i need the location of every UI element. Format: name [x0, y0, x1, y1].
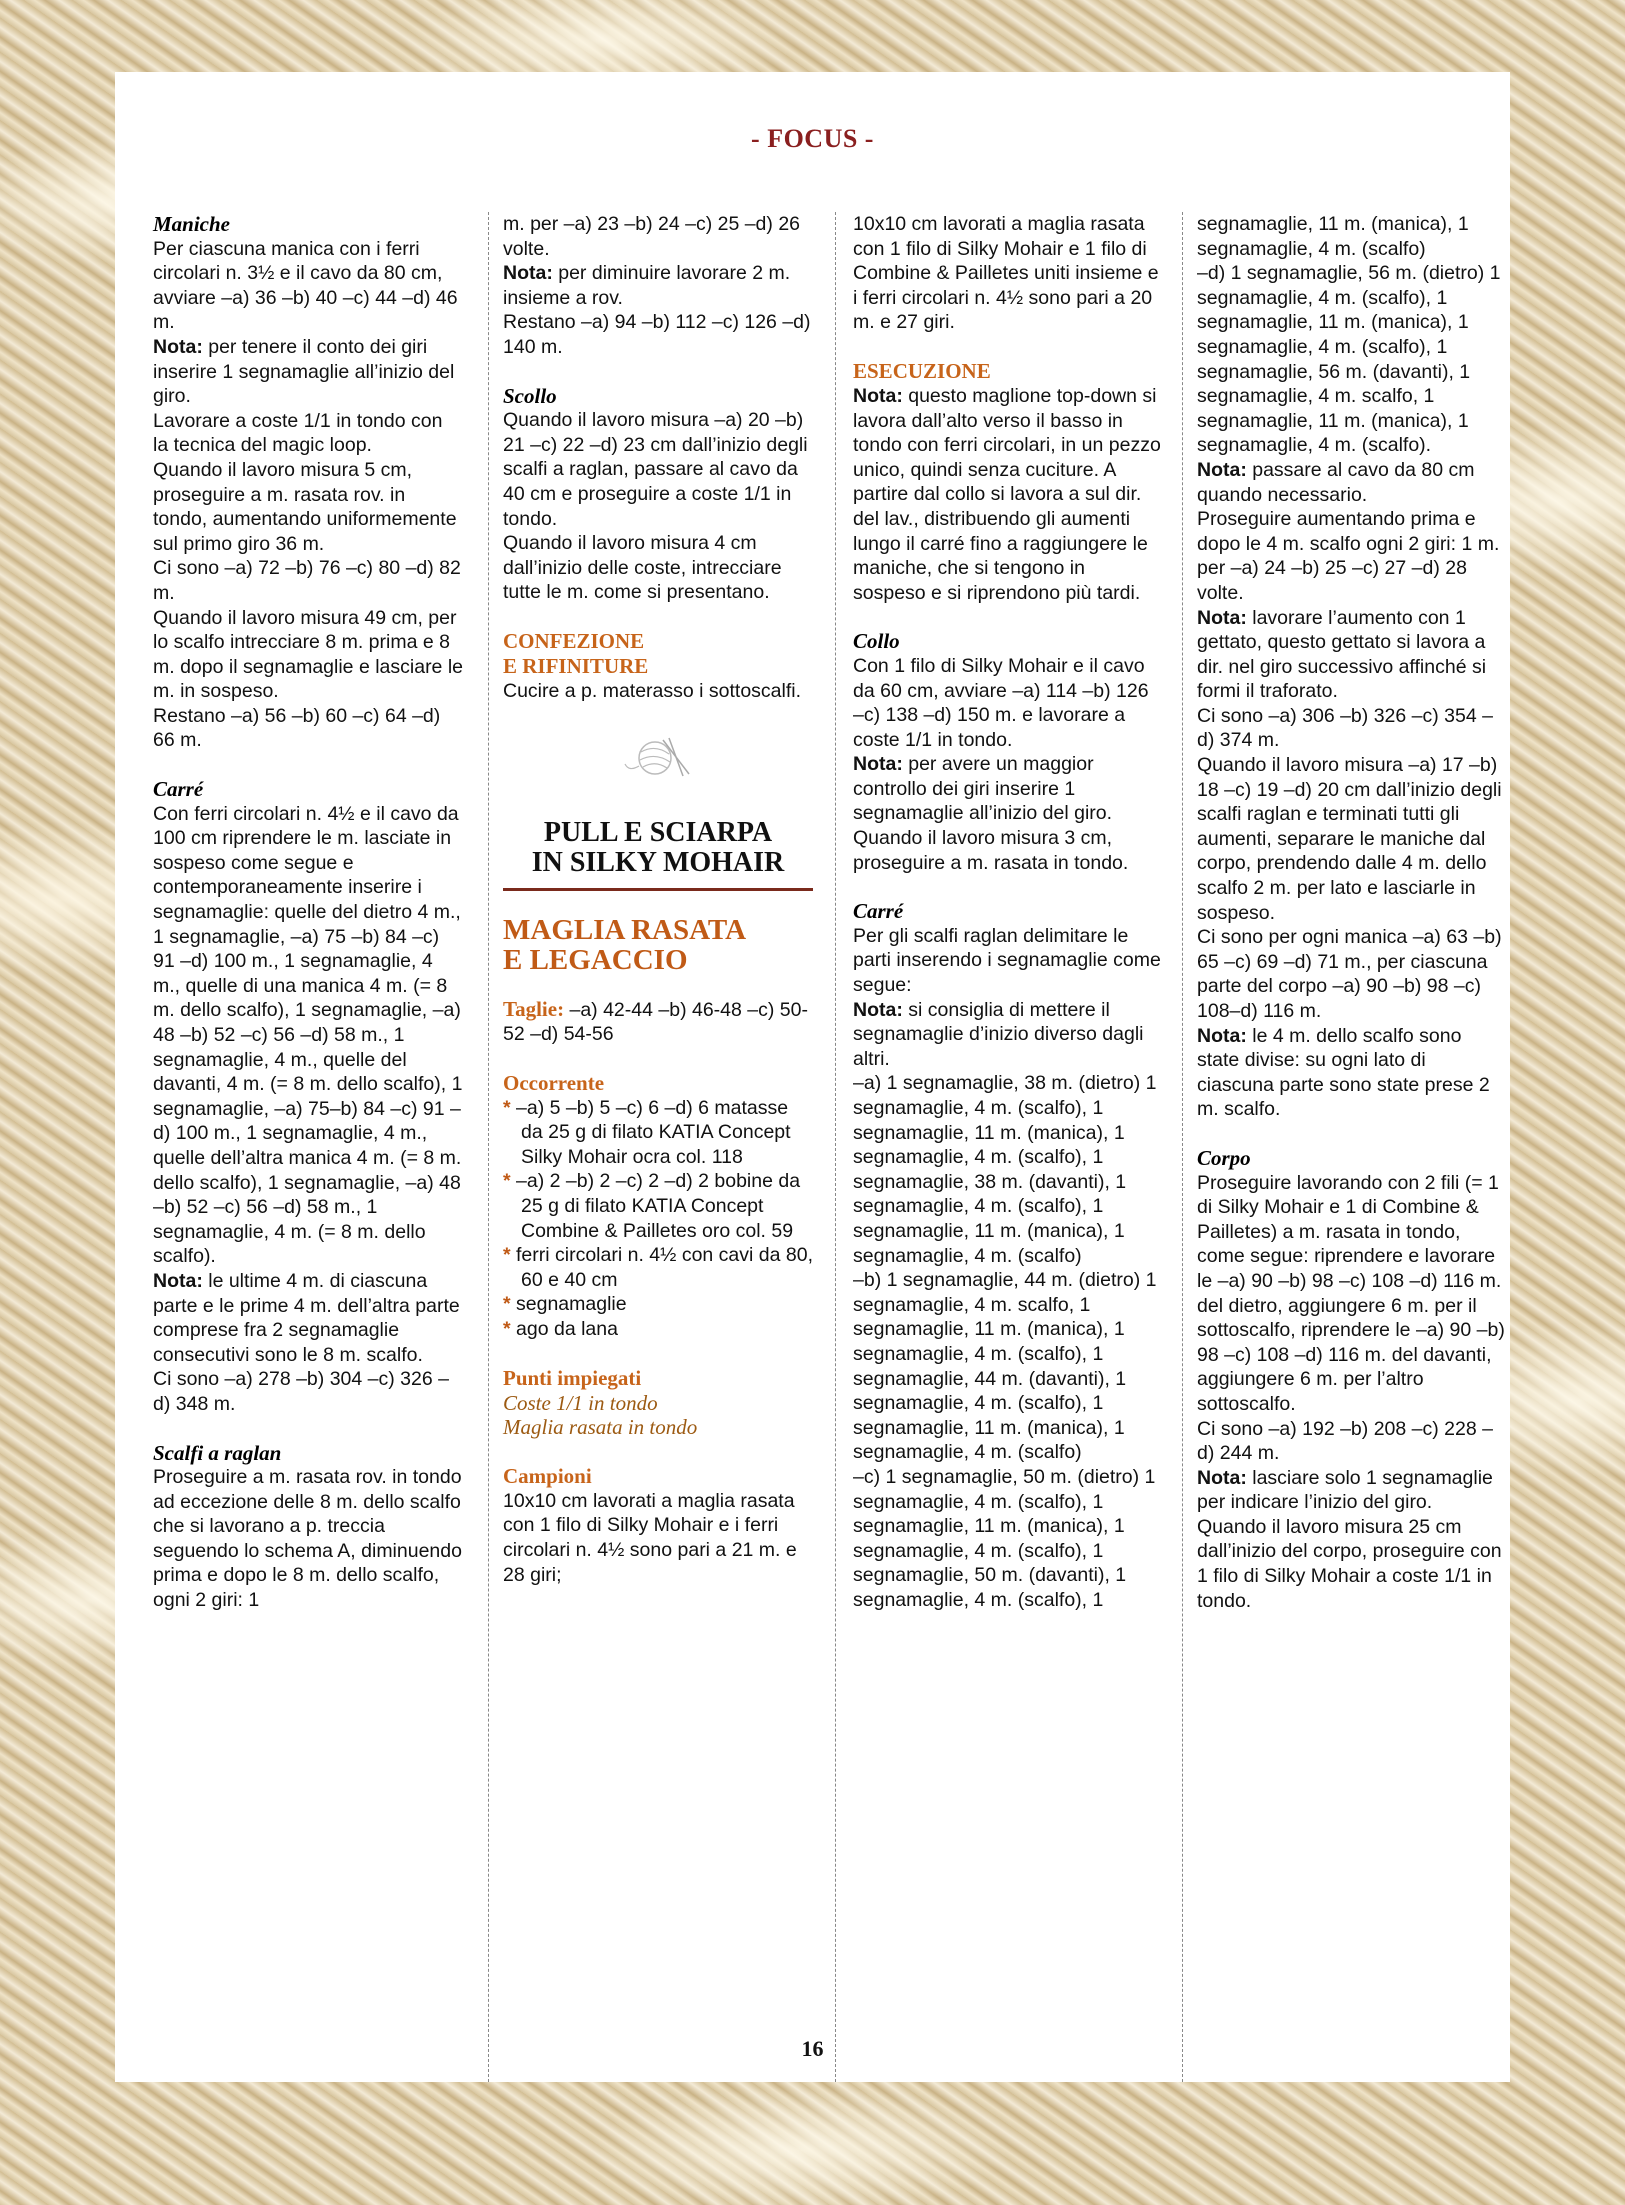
materials-item: [503, 1243, 813, 1292]
column-divider: [835, 212, 836, 2082]
body-paragraph: Quando il lavoro misura 5 cm, proseguire a m. rasata rov. in tondo, aumentando uniformemente sul primo giro 36 m.: [153, 458, 457, 555]
materials-item: [503, 1317, 813, 1342]
body-paragraph: –c) 1 segnamaglie, 50 m. (dietro) 1 segnamaglie, 4 m. (scalfo), 1 segnamaglie, 11 m. (manica), 1 segnamaglie, 4 m. (scalfo), 1 segnamaglie, 50 m. (davanti), 1 segnamaglie, 4 m. (scalfo), 1: [853, 1465, 1156, 1611]
subsection-heading: Carré: [853, 899, 904, 924]
stitch-title: [503, 915, 813, 975]
body-paragraph: Per gli scalfi raglan delimitare le parti inserendo i segnamaglie come segue:: [853, 924, 1161, 997]
stitch-name: Coste 1/1 in tondo: [503, 1390, 658, 1415]
section-heading: Campioni: [503, 1463, 592, 1488]
note-label: Nota:: [853, 753, 903, 776]
body-paragraph: –b) 1 segnamaglie, 44 m. (dietro) 1 segnamaglie, 4 m. scalfo, 1 segnamaglie, 11 m. (manica), 1 segnamaglie, 4 m. (scalfo), 1 segnamaglie, 44 m. (davanti), 1 segnamaglie, 4 m. (scalfo), 1 segnamaglie, 11 m. (manica), 1 segnamaglie, 4 m. (scalfo): [853, 1269, 1157, 1464]
note-paragraph: [853, 998, 1163, 1072]
section-heading: E RIFINITURE: [503, 653, 649, 678]
body-paragraph: Ci sono –a) 306 –b) 326 –c) 354 –d) 374 m.: [1197, 704, 1493, 752]
materials-item: [503, 1169, 813, 1243]
body-paragraph: Quando il lavoro misura 4 cm dall’inizio delle coste, intrecciare tutte le m. come si presentano.: [503, 532, 782, 604]
stitch-title-line: MAGLIA RASATA: [503, 913, 747, 946]
note-label: Nota:: [1197, 1024, 1247, 1047]
body-paragraph: Quando il lavoro misura –a) 17 –b) 18 –c) 19 –d) 20 cm dall’inizio degli scalfi raglan e terminati tutti gli aumenti, separare le maniche dal corpo, prendendo dalle 4 m. dello scalfo 2 m. per lato e lasciarle in sospeso.: [1197, 754, 1502, 924]
spacer: [503, 1440, 813, 1464]
body-paragraph: Restano –a) 94 –b) 112 –c) 126 –d) 140 m.: [503, 311, 811, 358]
spacer: [853, 875, 1163, 899]
body-paragraph: Per ciascuna manica con i ferri circolari n. 3½ e il cavo da 80 cm, avviare –a) 36 –b) 40 –c) 44 –d) 46 m.: [153, 237, 458, 334]
note-text: le ultime 4 m. di ciascuna parte e le prime 4 m. dell’altra parte comprese fra 2 segnamaglie consecutivi sono le 8 m. scalfo.: [153, 1269, 460, 1366]
note-paragraph: [1197, 1466, 1507, 1515]
spacer: [853, 335, 1163, 359]
materials-text: segnamaglie: [516, 1293, 627, 1316]
body-paragraph: Ci sono –a) 192 –b) 208 –c) 228 –d) 244 m.: [1197, 1417, 1493, 1465]
page-number: 16: [801, 2036, 824, 2061]
body-paragraph: –d) 1 segnamaglie, 56 m. (dietro) 1 segnamaglie, 4 m. (scalfo), 1 segnamaglie, 11 m. (manica), 1 segnamaglie, 4 m. (scalfo), 1 segnamaglie, 56 m. (davanti), 1 segnamaglie, 4 m. scalfo, 1 segnamaglie, 11 m. (manica), 1 segnamaglie, 4 m. (scalfo).: [1197, 262, 1501, 457]
subsection-heading: Scalfi a raglan: [153, 1440, 282, 1465]
materials-item: [503, 1292, 813, 1317]
body-paragraph: Quando il lavoro misura 3 cm, proseguire a m. rasata in tondo.: [853, 827, 1129, 874]
column-2: [503, 212, 813, 1587]
note-text: lavorare l’aumento con 1 gettato, questo gettato si lavora a dir. nel giro successivo affinché si formi il traforato.: [1197, 606, 1487, 703]
body-paragraph: Proseguire a m. rasata rov. in tondo ad eccezione delle 8 m. dello scalfo che si lavorano a p. treccia seguendo lo schema A, diminuendo prima e dopo le 8 m. dello scalfo, ogni 2 giri: 1: [153, 1466, 462, 1612]
body-paragraph: –a) 1 segnamaglie, 38 m. (dietro) 1 segnamaglie, 4 m. (scalfo), 1 segnamaglie, 11 m. (manica), 1 segnamaglie, 4 m. (scalfo), 1 segnamaglie, 38 m. (davanti), 1 segnamaglie, 4 m. (scalfo), 1 segnamaglie, 11 m. (manica), 1 segnamaglie, 4 m. (scalfo): [853, 1072, 1157, 1267]
note-text: le 4 m. dello scalfo sono state divise: su ogni lato di ciascuna parte sono state prese 2 m. scalfo.: [1197, 1024, 1490, 1121]
subsection-heading: Collo: [853, 629, 900, 654]
section-heading: ESECUZIONE: [853, 358, 991, 383]
spacer: [503, 1342, 813, 1366]
column-3: [853, 212, 1163, 1612]
section-heading: CONFEZIONE: [503, 628, 645, 653]
materials-item: [503, 1096, 813, 1170]
sizes-label: Taglie:: [503, 996, 565, 1021]
spacer: [153, 1417, 463, 1441]
note-label: Nota:: [1197, 606, 1247, 629]
note-paragraph: [1197, 458, 1507, 507]
note-paragraph: [1197, 606, 1507, 704]
column-4: [1197, 212, 1507, 1613]
note-text: per avere un maggior controllo dei giri inserire 1 segnamaglie all’inizio del giro.: [853, 753, 1113, 825]
sizes-line: [503, 997, 813, 1047]
body-paragraph: segnamaglie, 11 m. (manica), 1 segnamaglie, 4 m. (scalfo): [1197, 213, 1469, 260]
note-text: si consiglia di mettere il segnamaglie d’inizio diverso dagli altri.: [853, 998, 1144, 1070]
note-label: Nota:: [1197, 1466, 1247, 1489]
body-paragraph: Proseguire aumentando prima e dopo le 4 m. scalfo ogni 2 giri: 1 m. per –a) 24 –b) 25 –c) 27 –d) 28 volte.: [1197, 508, 1500, 604]
yarn-ball-icon: [623, 734, 693, 778]
column-2-top: [503, 212, 813, 704]
column-2-bottom: [503, 997, 813, 1588]
body-paragraph: Quando il lavoro misura –a) 20 –b) 21 –c) 22 –d) 23 cm dall’inizio degli scalfi a raglan, passare al cavo da 40 cm e proseguire a coste 1/1 in tondo.: [503, 409, 808, 530]
body-paragraph: Cucire a p. materasso i sottoscalfi.: [503, 679, 802, 702]
note-label: Nota:: [1197, 458, 1247, 481]
subsection-heading: Carré: [153, 777, 204, 802]
bullet-star-icon: *: [503, 1170, 517, 1193]
spacer: [1197, 1122, 1507, 1146]
note-label: Nota:: [153, 1269, 203, 1292]
note-paragraph: [503, 261, 813, 310]
section-heading: Occorrente: [503, 1070, 605, 1095]
note-paragraph: [153, 1269, 463, 1367]
magazine-page: [115, 72, 1510, 2082]
pattern-title-line: PULL E SCIARPA: [543, 816, 773, 848]
subsection-heading: Corpo: [1197, 1145, 1251, 1170]
body-paragraph: Quando il lavoro misura 49 cm, per lo scalfo intrecciare 8 m. prima e 8 m. dopo il segnamaglie e lasciare le m. in sospeso.: [153, 606, 464, 703]
column-1: [153, 212, 463, 1613]
body-paragraph: Quando il lavoro misura 25 cm dall’inizio del corpo, proseguire con 1 filo di Silky Mohair a coste 1/1 in tondo.: [1197, 1515, 1502, 1612]
spacer: [503, 605, 813, 629]
bullet-star-icon: *: [503, 1293, 517, 1316]
body-paragraph: 10x10 cm lavorati a maglia rasata con 1 filo di Silky Mohair e 1 filo di Combine & Pailletes uniti insieme e i ferri circolari n. 4½ sono pari a 20 m. e 27 giri.: [853, 213, 1159, 334]
stitch-name: Maglia rasata in tondo: [503, 1415, 698, 1440]
pattern-title-line: IN SILKY MOHAIR: [531, 846, 785, 878]
body-paragraph: Lavorare a coste 1/1 in tondo con la tecnica del magic loop.: [153, 409, 443, 457]
note-text: questo maglione top-down si lavora dall’alto verso il basso in tondo con ferri circolari, in un pezzo unico, quindi senza cuciture. A partire dal collo si lavora a sul dir. del lav., distribuendo gli aumenti lungo il carré fino a raggiungere le maniche, che si tengono in sospeso e si riprendono più tardi.: [853, 384, 1161, 604]
note-text: lasciare solo 1 segnamaglie per indicare l’inizio del giro.: [1197, 1466, 1493, 1514]
note-text: per tenere il conto dei giri inserire 1 segnamaglie all’inizio del giro.: [153, 335, 455, 408]
spacer: [503, 1047, 813, 1071]
subsection-heading: Maniche: [153, 212, 231, 236]
body-paragraph: Ci sono per ogni manica –a) 63 –b) 65 –c) 69 –d) 71 m., per ciascuna parte del corpo –a) 90 –b) 98 –c) 108–d) 116 m.: [1197, 926, 1502, 1022]
body-paragraph: 10x10 cm lavorati a maglia rasata con 1 filo di Silky Mohair e i ferri circolari n. 4½ sono pari a 21 m. e 28 giri;: [503, 1489, 797, 1586]
body-paragraph: Restano –a) 56 –b) 60 –c) 64 –d) 66 m.: [153, 704, 441, 752]
note-paragraph: [853, 752, 1163, 826]
materials-text: ferri circolari n. 4½ con cavi da 80, 60 e 40 cm: [516, 1244, 813, 1291]
spacer: [503, 360, 813, 384]
section-header: - FOCUS -: [751, 124, 874, 153]
section-heading: Punti impiegati: [503, 1365, 642, 1390]
body-paragraph: m. per –a) 23 –b) 24 –c) 25 –d) 26 volte.: [503, 213, 801, 260]
body-paragraph: Ci sono –a) 72 –b) 76 –c) 80 –d) 82 m.: [153, 557, 461, 604]
materials-text: –a) 5 –b) 5 –c) 6 –d) 6 matasse da 25 g di filato KATIA Concept Silky Mohair ocra col. 118: [516, 1096, 791, 1168]
note-label: Nota:: [153, 335, 203, 358]
note-paragraph: [1197, 1024, 1507, 1122]
pattern-title: [503, 818, 813, 891]
spacer: [153, 753, 463, 777]
note-text: per diminuire lavorare 2 m. insieme a rov.: [503, 262, 791, 309]
note-label: Nota:: [853, 384, 903, 407]
body-paragraph: Proseguire lavorando con 2 fili (= 1 di Silky Mohair e 1 di Combine & Pailletes) a m. rasata in tondo, come segue: riprendere e lavorare le –a) 90 –b) 98 –c) 108 –d) 116 m. del dietro, aggiungere 6 m. per il sottoscalfo, riprendere le –a) 90 –b) 98 –c) 108 –d) 116 m. del davanti, aggiungere 6 m. per l’altro sottoscalfo.: [1197, 1171, 1505, 1415]
materials-text: ago da lana: [516, 1318, 618, 1341]
bullet-star-icon: *: [503, 1244, 517, 1267]
body-paragraph: Ci sono –a) 278 –b) 304 –c) 326 –d) 348 m.: [153, 1368, 449, 1415]
column-divider: [488, 212, 489, 2082]
note-paragraph: [853, 384, 1163, 605]
note-label: Nota:: [853, 998, 903, 1021]
sizes-text: –a) 42-44 –b) 46-48 –c) 50-52 –d) 54-56: [503, 998, 808, 1046]
bullet-star-icon: *: [503, 1318, 517, 1341]
spacer: [853, 605, 1163, 629]
body-paragraph: Con 1 filo di Silky Mohair e il cavo da 60 cm, avviare –a) 114 –b) 126 –c) 138 –d) 150 m. e lavorare a coste 1/1 in tondo.: [853, 654, 1149, 751]
column-divider: [1182, 212, 1183, 2082]
body-paragraph: Con ferri circolari n. 4½ e il cavo da 100 cm riprendere le m. lasciate in sospeso come segue e contemporaneamente inserire i segnamaglie: quelle del dietro 4 m., 1 segnamaglie, –a) 75 –b) 84 –c) 91 –d) 100 m., 1 segnamaglie, 4 m., quelle di una manica 4 m. (= 8 m. dello scalfo), 1 segnamaglie, –a) 48 –b) 52 –c) 56 –d) 58 m., 1 segnamaglie, 4 m., quelle del davanti, 4 m. (= 8 m. dello scalfo), 1 segnamaglie, –a) 75–b) 84 –c) 91 –d) 100 m., 1 segnamaglie, 4 m., quelle dell’altra manica 4 m. (= 8 m. dello scalfo), 1 segnamaglie, –a) 48 –b) 52 –c) 56 –d) 58 m., 1 segnamaglie, 4 m. (= 8 m. dello scalfo).: [153, 802, 463, 1268]
note-text: passare al cavo da 80 cm quando necessario.: [1197, 458, 1475, 506]
stitch-title-line: E LEGACCIO: [503, 943, 688, 976]
materials-text: –a) 2 –b) 2 –c) 2 –d) 2 bobine da 25 g di filato KATIA Concept Combine & Pailletes oro col. 59: [516, 1170, 801, 1242]
bullet-star-icon: *: [503, 1096, 517, 1119]
subsection-heading: Scollo: [503, 383, 557, 408]
note-paragraph: [153, 335, 463, 409]
note-label: Nota:: [503, 262, 553, 285]
